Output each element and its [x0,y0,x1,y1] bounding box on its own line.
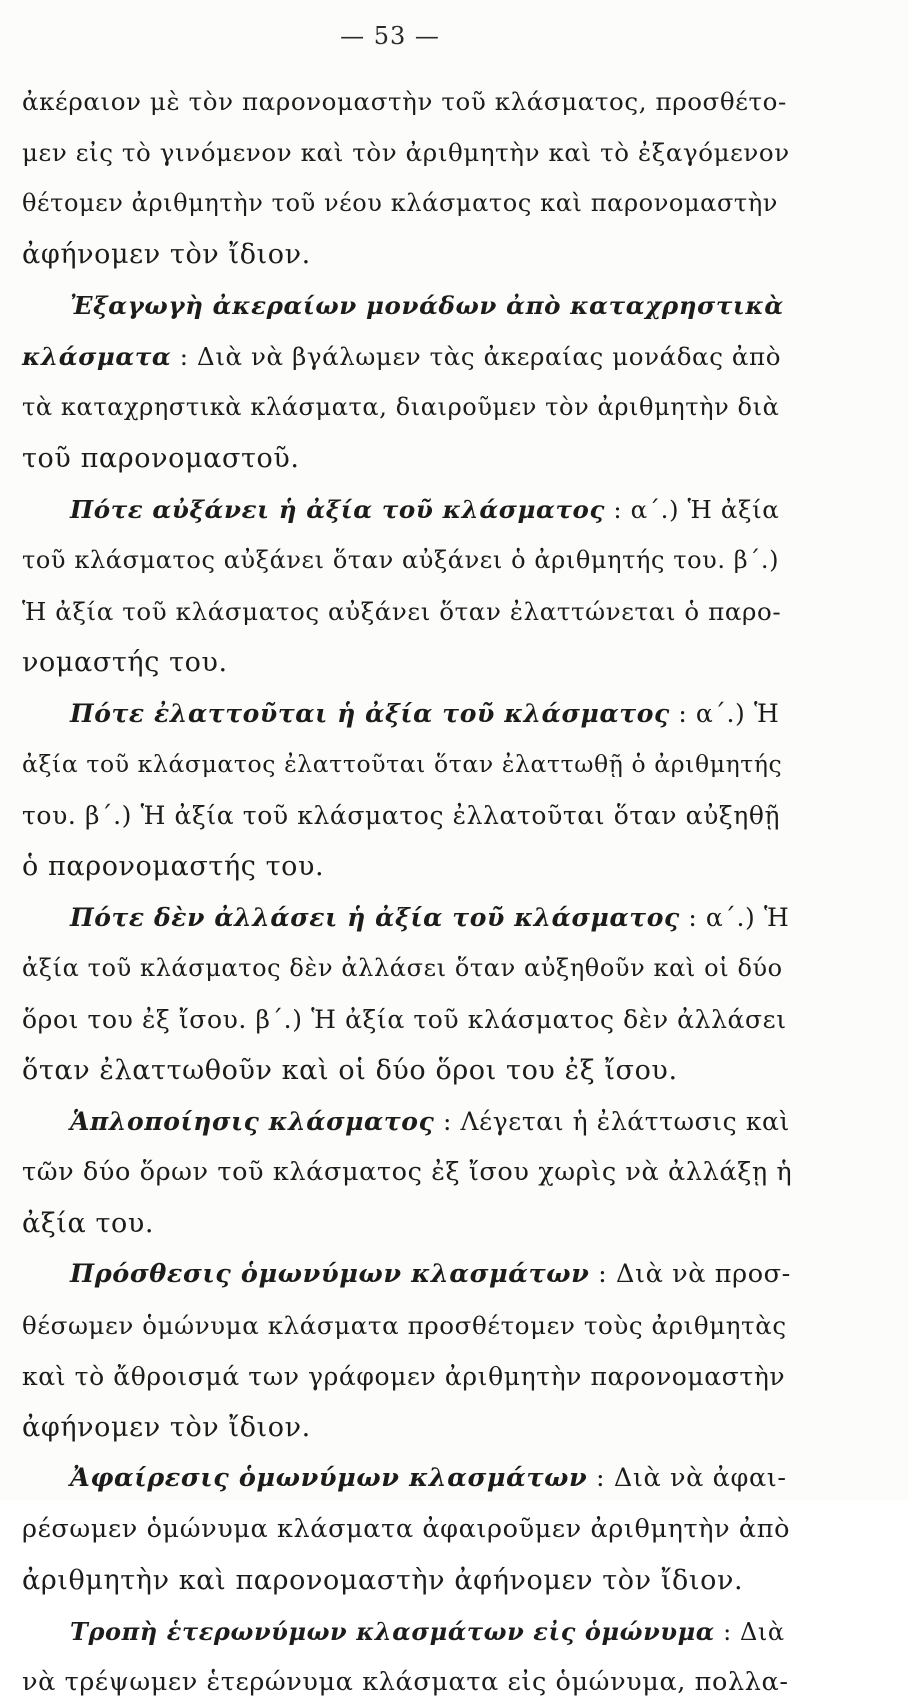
line-text: : Διὰ [714,1618,785,1646]
section-heading: Πότε ἐλαττοῦται ἡ ἀξία τοῦ κλάσματος [70,699,670,728]
section-heading: Τροπὴ ἑτερωνύμων κλασμάτων εἰς ὁμώνυμα [70,1617,715,1646]
line-text: ἀφήνομεν τὸν ἴδιον. [22,1412,311,1443]
line-text: ἀξία τοῦ κλάσματος ἐλαττοῦται ὅταν ἐλαττωθῇ ὁ ἀριθμητής [22,750,783,778]
text-line [22,229,792,280]
text-line [22,484,792,535]
text-line [22,1453,792,1504]
section-heading: κλάσματα [22,342,172,371]
text-line [22,127,792,178]
line-text: : α΄.) Ἡ [669,699,780,728]
text-line [22,1606,792,1657]
text-line [22,586,792,637]
line-text: ἀφήνομεν τὸν ἴδιον. [22,239,311,270]
line-text: τοῦ παρονομαστοῦ. [22,443,300,474]
text-line [22,1045,792,1096]
body-text [22,76,792,1708]
line-text: : Διὰ νὰ προσ- [589,1259,791,1289]
text-line [22,739,792,790]
text-line [22,280,792,331]
section-heading: Πότε δὲν ἀλλάσει ἡ ἀξία τοῦ κλάσματος [70,903,680,932]
text-line [22,178,792,229]
line-text: : Λέγεται ἡ ἐλάττωσις καὶ [434,1107,790,1136]
text-line [22,637,792,688]
text-line [22,1249,792,1300]
line-text: τῶν δύο ὅρων τοῦ κλάσματος ἐξ ἴσου χωρὶς νὰ ἀλλάξῃ ἡ [22,1157,793,1187]
text-line [22,1198,792,1249]
text-line [22,943,792,994]
line-text: ὅταν ἐλαττωθοῦν καὶ οἱ δύο ὅροι του ἐξ ἴσου. [22,1055,678,1086]
line-text: θέτομεν ἀριθμητὴν τοῦ νέου κλάσματος καὶ παρονομαστὴν [22,189,778,217]
text-line [22,1402,792,1453]
text-line [22,76,792,127]
section-heading: Πρόσθεσις ὁμωνύμων κλασμάτων [70,1259,590,1289]
line-text: θέσωμεν ὁμώνυμα κλάσματα προσθέτομεν τοὺς ἀριθμητὰς [22,1311,787,1340]
text-line [22,535,792,586]
text-line [22,994,792,1045]
page-number: — 53 — [340,22,440,50]
line-text: ρέσωμεν ὁμώνυμα κλάσματα ἀφαιροῦμεν ἀριθμητὴν ἀπὸ [22,1514,791,1544]
line-text: Ἡ ἀξία τοῦ κλάσματος αὐξάνει ὅταν ἐλαττώνεται ὁ παρο- [22,597,782,626]
line-text: : Διὰ νὰ βγάλωμεν τὰς ἀκεραίας μονάδας ἀπὸ [171,342,782,371]
line-text: ἀκέραιον μὲ τὸν παρονομαστὴν τοῦ κλάσματος, προσθέτο- [22,87,787,116]
line-text: ὅροι του ἐξ ἴσου. β΄.) Ἡ ἀξία τοῦ κλάσματος δὲν ἀλλάσει [22,1005,787,1034]
text-line [22,1147,792,1198]
text-line [22,382,792,433]
line-text: τοῦ κλάσματος αὐξάνει ὅταν αὐξάνει ὁ ἀριθμητής του. β΄.) [22,546,780,574]
section-heading: Ἐξαγωγὴ ἀκεραίων μονάδων ἀπὸ καταχρηστικὰ [70,291,784,320]
text-line [22,790,792,841]
line-text: : Διὰ νὰ ἀφαι- [587,1463,787,1493]
text-line [22,1555,792,1606]
text-line [22,688,792,739]
text-line [22,1504,792,1555]
line-text: : α΄.) Ἡ ἀξία [604,495,780,524]
text-line [22,1300,792,1351]
line-text: μεν εἰς τὸ γινόμενον καὶ τὸν ἀριθμητὴν καὶ τὸ ἐξαγόμενον [22,138,790,167]
line-text: τὰ καταχρηστικὰ κλάσματα, διαιροῦμεν τὸν ἀριθμητὴν διὰ [22,393,780,421]
text-line [22,841,792,892]
section-heading: Πότε αὐξάνει ἡ ἀξία τοῦ κλάσματος [70,495,605,524]
line-text: ἀξία του. [22,1208,155,1239]
section-heading: Ἀφαίρεσις ὁμωνύμων κλασμάτων [70,1463,588,1493]
text-line [22,331,792,382]
line-text: ὁ παρονομαστής του. [22,851,325,882]
text-line [22,1657,792,1708]
text-line [22,1351,792,1402]
text-line [22,892,792,943]
line-text: ἀριθμητὴν καὶ παρονομαστὴν ἀφήνομεν τὸν ἴδιον. [22,1565,744,1596]
text-line [22,433,792,484]
line-text: νομαστής του. [22,647,228,678]
line-text: νὰ τρέψωμεν ἑτερώνυμα κλάσματα εἰς ὁμώνυμα, πολλα- [22,1667,789,1697]
section-heading: Ἁπλοποίησις κλάσματος [70,1107,435,1136]
line-text: : α΄.) Ἡ [679,903,790,932]
line-text: καὶ τὸ ἄθροισμά των γράφομεν ἀριθμητὴν παρονομαστὴν [22,1362,786,1391]
text-line [22,1096,792,1147]
line-text: ἀξία τοῦ κλάσματος δὲν ἀλλάσει ὅταν αὐξηθοῦν καὶ οἱ δύο [22,954,783,982]
line-text: του. β΄.) Ἡ ἀξία τοῦ κλάσματος ἐλλατοῦται ὅταν αὐξηθῇ [22,801,781,830]
